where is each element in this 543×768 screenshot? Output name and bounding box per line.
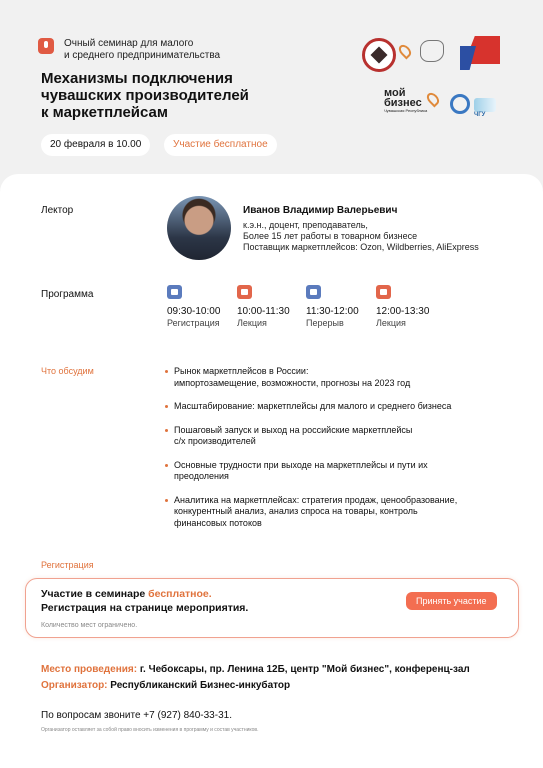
topic-item: Пошаговый запуск и выход на российские маркетплейсы с/х производителей (165, 425, 515, 448)
group-icon (167, 285, 182, 299)
microphone-icon (38, 38, 54, 54)
national-project-logo (460, 36, 500, 70)
event-type (64, 38, 294, 62)
event-type-line: Очный семинар для малого (64, 38, 194, 49)
topic-item: Рынок маркетплейсов в России: импортозамещение, возможности, прогнозы на 2023 год (165, 366, 515, 389)
chuvashia-map-logo (420, 40, 444, 62)
topic-item: Аналитика на маркетплейсах: стратегия продаж, ценообразование, конкурентный анализ, анализ спроса на товары, контроль финансовых потоков (165, 495, 515, 530)
program-label: Лекция (376, 318, 406, 328)
lecturer-name: Иванов Владимир Валерьевич (243, 205, 398, 216)
program-time: 11:30-12:00 (306, 306, 359, 317)
coffee-icon (306, 285, 321, 299)
disclaimer: Организатор оставляет за собой право вносить изменения в программу и состав участников. (41, 727, 259, 733)
page-title (41, 70, 341, 121)
venue-line: Место проведения: г. Чебоксары, пр. Ленина 12Б, центр "Мой бизнес", конференц-зал (41, 664, 470, 675)
free-participation-badge: Участие бесплатное (164, 134, 277, 156)
free-highlight: бесплатное. (148, 588, 212, 600)
contact-phone: По вопросам звоните +7 (927) 840-33-31. (41, 710, 232, 721)
title-line: Механизмы подключения (41, 70, 233, 87)
program-label: Лекция (237, 318, 267, 328)
discussion-section-label: Что обсудим (41, 366, 94, 376)
program-time: 12:00-13:30 (376, 306, 430, 317)
lecturer-section-label: Лектор (41, 205, 74, 216)
lecturer-icon (237, 285, 252, 299)
registration-line: Регистрация на странице мероприятия. (41, 602, 249, 614)
program-time: 10:00-11:30 (237, 306, 290, 317)
title-line: чувашских производителей (41, 87, 249, 104)
chgu-logo-label: ЧГУ (474, 112, 486, 118)
lecturer-icon (376, 285, 391, 299)
topic-item: Основные трудности при выходе на маркетплейсы и пути их преодоления (165, 460, 515, 483)
lecturer-avatar (167, 196, 231, 260)
program-label: Регистрация (167, 318, 220, 328)
header-section (0, 0, 543, 190)
university-building-logo (474, 98, 496, 112)
program-time: 09:30-10:00 (167, 306, 221, 317)
registration-section-label: Регистрация (41, 560, 94, 570)
register-button[interactable]: Принять участие (406, 592, 497, 610)
lecturer-detail: Более 15 лет работы в товарном бизнесе (243, 231, 418, 241)
event-type-line: и среднего предпринимательства (64, 50, 221, 61)
program-section-label: Программа (41, 289, 94, 300)
organizer-line: Организатор: Республиканский Бизнес-инкубатор (41, 680, 291, 691)
topic-item: Масштабирование: маркетплейсы для малого и среднего бизнеса (165, 401, 515, 413)
business-incubator-logo (362, 38, 396, 72)
lecturer-detail: Поставщик маркетплейсов: Ozon, Wildberries, AliExpress (243, 242, 479, 252)
circle-emblem-logo (450, 94, 470, 114)
location-pin-icon (397, 43, 414, 60)
partner-logos (362, 28, 522, 128)
program-label: Перерыв (306, 318, 344, 328)
registration-line: Участие в семинаре бесплатное. (41, 588, 212, 600)
moi-biznes-logo: мой бизнес Чувашская Республика (384, 87, 428, 113)
title-line: к маркетплейсам (41, 104, 168, 121)
topics-list (165, 366, 515, 529)
date-badge: 20 февраля в 10.00 (41, 134, 150, 156)
lecturer-detail: к.э.н., доцент, преподаватель, (243, 220, 368, 230)
limited-seats-note: Количество мест ограничено. (41, 622, 138, 629)
